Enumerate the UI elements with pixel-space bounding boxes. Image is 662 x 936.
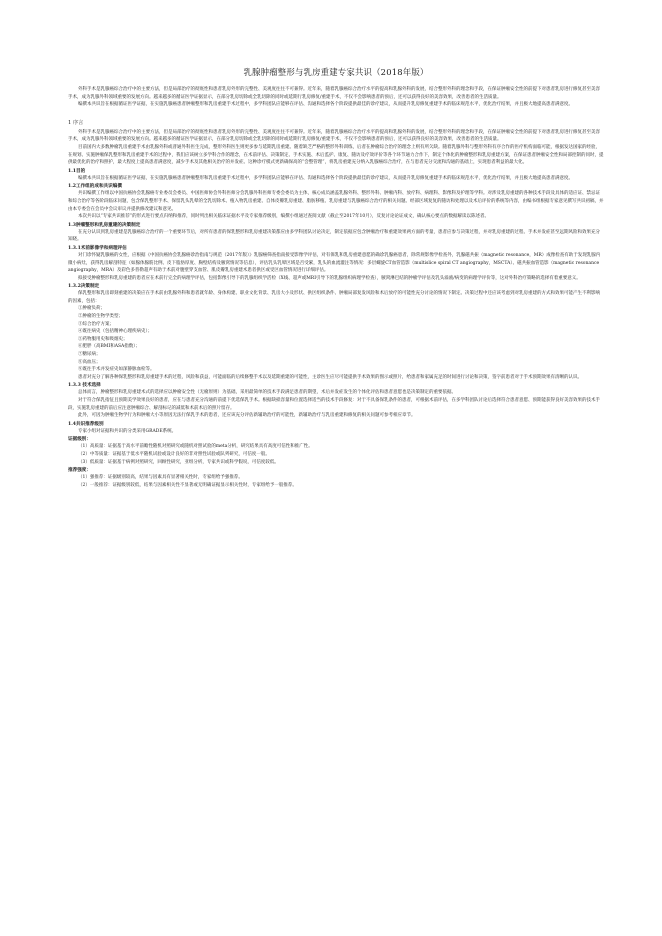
document-body (68, 129, 604, 490)
abstract (68, 86, 604, 109)
document-title: 乳腺肿瘤整形与乳房重建专家共识（2018年版） (243, 67, 429, 77)
paragraph: 总体而言，肿瘤整形和乳房重建术式的选择应以肿瘤安全性（无瘤原则）为基础，采用最简单的技术手段满足患者的期望，术后并发症发生的个体化评估和患者意愿也是决策制定的重要依据。 (78, 390, 456, 396)
factor-list (68, 305, 604, 373)
paragraph: 拟接受肿瘤整形和乳房重建的患者应在术前行完全的病理学评估，包括影像引导下的乳腺组织学活检（X线、超声或MRI引导下的乳腺组织病理学检查），腋窝淋巴结的肿瘤学评估及乳头溢液/病变的病理学评价等，这对外科治疗策略的选择有着重要意义。 (78, 275, 581, 281)
subsection-heading: 1.3.3 技术选择 (68, 383, 101, 389)
list-item: （2）中等质量：证据基于低水平随机试验或设计良好的非对照性试验或队列研究，可信度一般。 (78, 451, 270, 457)
document-page (68, 66, 604, 489)
paragraph: 保乳整形和乳房即刻重建的决策应在手术前由乳腺外科和患者就年龄、身体构建、职业文化背景、乳房大小及形状、供区组织条件、肿瘤局部复发风险和术后放疗的可能性充分讨论的情况下制定。决策过程中还应该考虑到对乳房重建的方式和效果可能产生不利影响的因素，包括： (68, 291, 600, 304)
subsection-heading: 1.3肿瘤整形和乳房重建的决策制定 (68, 222, 141, 228)
list-item: （1）强推荐：证据级别较高，结果与因素具有显著相关性时，专家组给予强推荐。 (78, 475, 243, 481)
subsection-heading: 1.3.2决策制定 (68, 284, 100, 290)
abstract-paragraph: 编撰本共识旨在根据循证医学证据，在实施乳腺癌患者肿瘤整形和乳房重建手术过程中，多学科团队应能够在评估、沟通和选择各个阶段提供最佳的诊疗建议，从而提升乳房修复重建手术的临床规范水平，优化治疗结果，并且极大地提高患者满意度。 (78, 102, 573, 108)
evidence-label: 证据级别： (68, 437, 91, 443)
paragraph: 在充分认识到乳房重建是乳腺癌综合治疗的一个重要环节后，对所有患者的保乳整形和乳房重建决策都应由多学科团队讨论决定，制定依据应包含肿瘤治疗和重建效果两方面的考量，患者应参与决策过程，并对乳房重建的过程、手术并发症甚至远期风险和效果充分知晓。 (68, 229, 600, 243)
list-item: ⑥肥胖（高BMI和ASA指数）； (78, 344, 141, 350)
subsection-heading: 1.2工作组的成和共识编撰 (68, 184, 122, 190)
evidence-list (68, 443, 604, 466)
intro-paragraph: 目前国内大多数肿瘤乳房重建手术由乳腺外科或普通外科医生完成，整形外科医生则更多参与延期乳房重建。随着缺乏严格的整形外科训练，后者在肿瘤综合治疗的理念上则有所欠缺。随着乳腺外科与整形外科有序合作的医疗机构面临可能，根据发达国家的经验，在规划、实施肿瘤保乳整形和乳房重建手术的过程中，我们应该树立多学科合作的理念，在术前评估、决策制定、手术实施、术后监护、康复、随访及疗效评价等各个环节通力合作下，制定个体化的肿瘤整形和乳房重建方案，在保证患者肿瘤安全性和局部控制的同时，提供最优化的治疗和照护，最大程度上提高患者满意度，减少手术及其他相关治疗的并发症。这种诊疗模式更新确保高的“会整管理”，将乳房重建充分纳入乳腺癌综合治疗，在与患者充分交流和沟通的基础上，实现患者利益的最大化。 (68, 144, 604, 166)
paragraph: 共识编撰工作组以中国抗癌协会乳腺癌专业委员会委员、中国医师协会外科医师分会乳腺外科医师专委会委员为主体，核心成员涵盖乳腺外科、整形外科、肿瘤内科、放疗科、病理科、影像科及护理等学科。对涉及乳房重建的各种技术手段及具体的适应证、禁忌证和综合治疗等各阶段临床问题，包含保乳整形手术、保留乳头乳晕的全乳切除术、植入物乳房重建、自体皮瓣乳房重建、脂肪移植、乳房重建与乳腺癌综合治疗的相关问题。经部区域复复的随访和处理以及术后评价的系统等内容，由编书组根据专家意见撰写共识初稿，并由本专委会在会员中会议审议并提供修改建议和意见。 (68, 191, 604, 212)
subsection-heading: 1.1目的 (68, 168, 86, 174)
paragraph: 对门诊怀疑乳腺癌的女性，应根据《中国抗癌协会乳腺癌诊治指南与规范（2017年版）》乳腺癌筛查指南接受影像学评估，对有保乳和乳房重建意愿的确诊乳腺癌患者，除常规影像学检查外，乳腺磁共振（magnetic resonance，MR）成像检查有助于发现乳腺内微小病灶，获得乳房解剖特征（如腺体腺筋比例、皮下脂肪厚度、胸壁结构及腋窝情况等信息），评估乳头乳晕区域是否受累，乳头的血流灌注等情况：多层螺旋CT血管造影（multislice spiral CT angiography，MSCTA）、磁共振血管造影（magnetic resonance angiography，MRA）及彩色多普勒超声有助于术前对腹壁穿支血管、肌皮瓣乳房重建术患者供区或受区血管情况进行详细评估。 (68, 252, 601, 274)
list-item: ①肿瘤负荷； (78, 306, 105, 312)
recommend-label: 推荐强度： (68, 468, 91, 474)
list-item: ②肿瘤的生物学类型； (78, 314, 123, 320)
list-item: ④既往病史（包括精神心理疾病史）； (78, 329, 153, 335)
paragraph: 专家小组对证据和共识的分类采用GRADE系统。 (78, 428, 177, 434)
list-item: （3）低质量：证据基于病例对照研究，回顾性研究，亚组分析，专家共识或科学假说，可信度较低。 (78, 459, 279, 465)
list-item: ⑨既往手术并发症史如深静脉血栓等。 (78, 367, 155, 373)
list-item: ⑧高血压； (78, 359, 101, 365)
recommend-list (68, 474, 604, 489)
list-item: ③综合治疗方案； (78, 321, 114, 327)
paragraph: 编撰本共识旨在根据循证医学证据，在实施乳腺癌患者肿瘤整形和乳房重建手术过程中，多学科团队应能够在评估、沟通和选择各个阶段提供最佳的诊疗建议，从而提升乳房修复重建手术的临床规范水平，优化治疗结果，并且极大地提高患者满意度。 (78, 175, 573, 181)
paragraph: 患者对充分了解各种保乳整形和乳房重建手术的过程，风险和获益，可能面临的后续修整手术以及延期重建的可能性，主诊医生应尽可能提供手术效果的图示或照片，给患者和家属充足的时间进行讨论和决策，签字前患者对于手术预期效果有清晰的认识。 (78, 374, 582, 380)
list-item: ⑦糖尿病； (78, 352, 101, 358)
list-item: （1）高质量：证据基于高水平前瞻性随机对照研究或随机对照试验的meta分析，研究结果具有高度可信性和推广性。 (78, 444, 313, 450)
subsection-heading: 1.3.1术前影像学和病理评估 (68, 245, 127, 251)
list-item: ⑤药物服用史和吸烟史； (78, 336, 128, 342)
paragraph: 本次共识以“专家共识推荐”的形式进行要点归纳和推荐，同时列出相关临床证据水平及专家推荐级别，编撰小组通过查阅文献（截止至2017年10月），反复讨论论证成文，确认核心要点的数据解读以陈述者。 (78, 214, 490, 220)
paragraph: 此外，可因为肿瘤生物学行为和肿瘤大小等原因无法行保乳手术的患者，还应该充分评估新辅助治疗的可能性，新辅助治疗与乳房重建和修复的相关问题可参考相应章节。 (78, 413, 416, 419)
section-heading: 1 序言 (68, 119, 84, 126)
list-item: （2）一般推荐：证据级别较低，结果与因素相关性不显著或无明确证据显示相关性时，专家组给予一般推荐。 (78, 482, 297, 488)
paragraph: 对于符合保乳指征且预期美学效果良好的患者，应在与患者充分沟通的前提下优选保乳手术。根据缺损容量和位置选择适当的技术手段修复：对于不具备保乳条件的患者，可根据术前评估，在多学科团队讨论后选择符合患者意愿、预期能获得良好美容效果的技术手段，实施乳房重建的前后应注意肿瘤综合、解剖标记的减低和术前术后的照片留存。 (68, 398, 600, 411)
subsection-heading: 1.4共识推荐级别 (68, 421, 104, 427)
intro-paragraph: 外科手术是乳腺癌综合治疗中的主要方法，但是局部治疗的彻底性和患者乳房外形的完整性、美观度往往不可兼得。近年来，随着乳腺癌综合治疗水平的提高和乳腺外科的发展，结合整形外科的理念和手段，在保证肿瘤安全性的前提下对患者乳房进行修复甚至美容手术，成为乳腺外科领域重要的发展方向。越来越多的循证医学证据显示，在部分乳房切除或全乳切除的同时或延期行乳房修复/重建手术，不仅不会影响患者的预后，还可以获得良好的美容效果，改善患者的生活质量。 (68, 129, 600, 143)
abstract-paragraph: 外科手术是乳腺癌综合治疗中的主要方法，但是局部治疗的彻底性和患者乳房外形的完整性、美观度往往不可兼得。近年来，随着乳腺癌综合治疗水平的提高和乳腺外科的发展，结合整形外科的理念和手段，在保证肿瘤安全性的前提下对患者乳房进行修复甚至美容手术，成为乳腺外科领域重要的发展方向。越来越多的循证医学证据显示，在部分乳房切除或全乳切除的同时或延期行乳房修复/重建手术，不仅不会影响患者的预后，还可以获得良好的美容效果，改善患者的生活质量。 (68, 87, 600, 100)
